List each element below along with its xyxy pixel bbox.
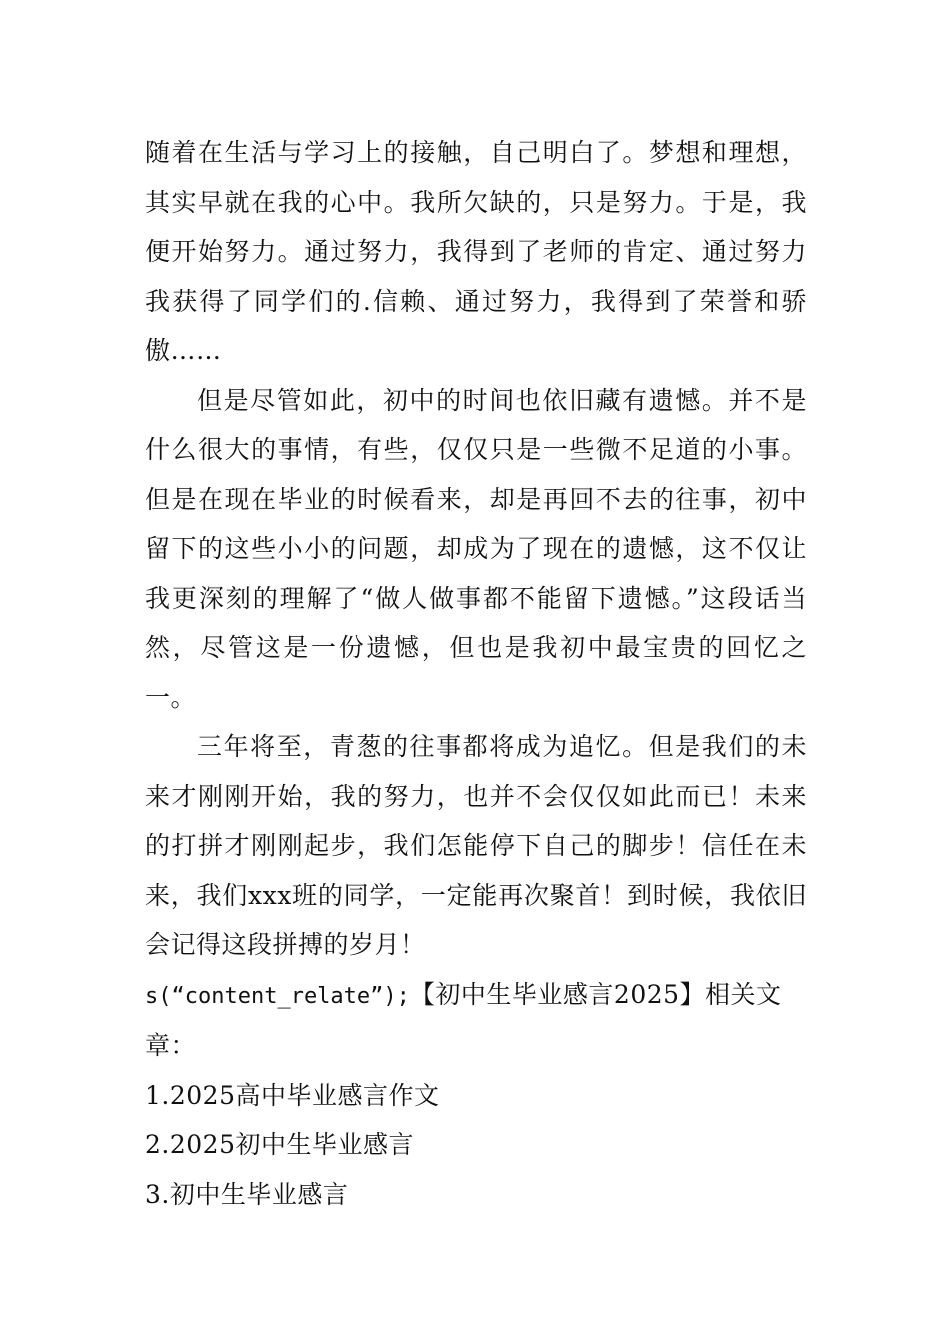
related-heading-text: 【初中生毕业感言2025】相关文章： [145,979,782,1060]
article-body [145,128,807,1219]
related-articles-heading [145,970,807,1071]
related-article-link[interactable]: 3.初中生毕业感言 [145,1179,349,1209]
paragraph-future: 三年将至，青葱的往事都将成为追忆。但是我们的未来才刚刚开始，我的努力，也并不会仅仅如此而已！未来的打拼才刚刚起步，我们怎能停下自己的脚步！信任在未来，我们xxx班的同学，一定能再次聚首！到时候，我依旧会记得这段拼搏的岁月！ [145,732,807,959]
paragraph-regret: 但是尽管如此，初中的时间也依旧藏有遗憾。并不是什么很大的事情，有些，仅仅只是一些微不足道的小事。但是在现在毕业的时候看来，却是再回不去的往事，初中留下的这些小小的问题，却成为了现在的遗憾，这不仅让我更深刻的理解了“做人做事都不能留下遗憾。”这段话当然，尽管这是一份遗憾，但也是我初中最宝贵的回忆之一。 [145,385,807,712]
related-article-link[interactable]: 1.2025高中毕业感言作文 [145,1080,440,1110]
paragraph-effort: 随着在生活与学习上的接触，自己明白了。梦想和理想，其实早就在我的心中。我所欠缺的，只是努力。于是，我便开始努力。通过努力，我得到了老师的肯定、通过努力我获得了同学们的.信赖、通过努力，我得到了荣誉和骄傲…… [145,138,807,365]
related-article-link[interactable]: 2.2025初中生毕业感言 [145,1130,414,1159]
related-articles-list [145,1071,807,1220]
script-code-text: s(“content_relate”); [145,983,410,1009]
